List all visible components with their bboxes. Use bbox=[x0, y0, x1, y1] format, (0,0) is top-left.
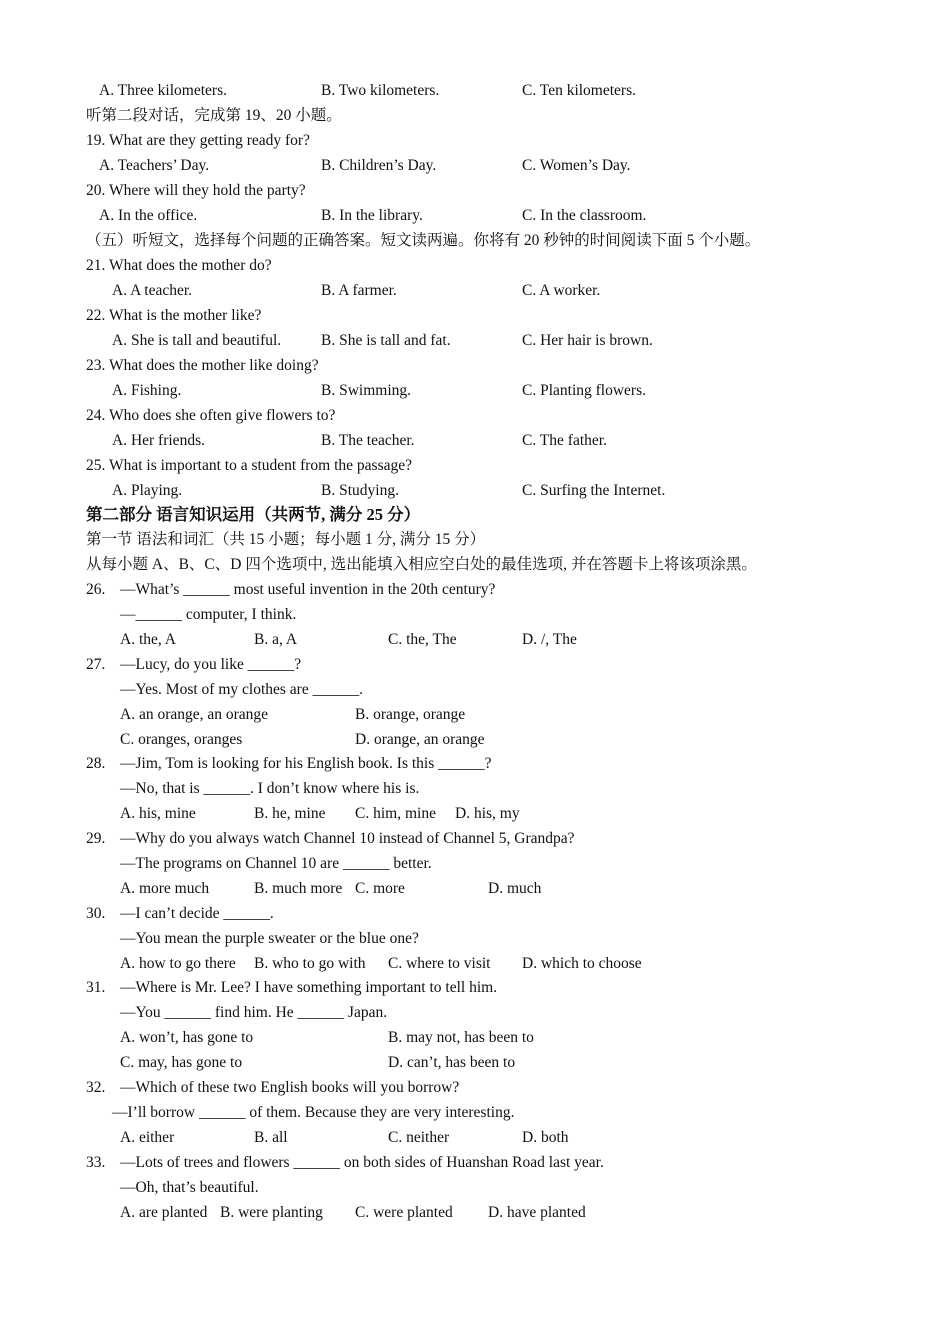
q25-stem: 25. What is important to a student from the passage? bbox=[86, 457, 412, 474]
q31-option-a: A. won’t, has gone to bbox=[120, 1029, 254, 1046]
q28-number: 28. bbox=[86, 755, 106, 772]
q26-line2: —______ computer, I think. bbox=[120, 606, 297, 623]
q21-option-c: C. A worker. bbox=[522, 282, 601, 299]
q32-option-d: D. both bbox=[522, 1129, 569, 1146]
q20-option-a: A. In the office. bbox=[99, 207, 198, 224]
q32-number: 32. bbox=[86, 1079, 106, 1096]
q28-option-b: B. he, mine bbox=[254, 805, 326, 822]
q20-option-b: B. In the library. bbox=[321, 207, 423, 224]
q27-line2: —Yes. Most of my clothes are ______. bbox=[120, 681, 363, 698]
q28-line1: —Jim, Tom is looking for his English book. Is this ______? bbox=[120, 755, 492, 772]
q25-option-b: B. Studying. bbox=[321, 482, 399, 499]
q32-option-c: C. neither bbox=[388, 1129, 450, 1146]
q21-option-a: A. A teacher. bbox=[112, 282, 193, 299]
q20-stem: 20. Where will they hold the party? bbox=[86, 182, 306, 199]
q29-option-c: C. more bbox=[355, 880, 405, 897]
q31-option-b: B. may not, has been to bbox=[388, 1029, 534, 1046]
q24-stem: 24. Who does she often give flowers to? bbox=[86, 407, 336, 424]
q32-line2: —I’ll borrow ______ of them. Because they are very interesting. bbox=[112, 1104, 515, 1121]
q27-option-a: A. an orange, an orange bbox=[120, 706, 269, 723]
q30-line2: —You mean the purple sweater or the blue one? bbox=[120, 930, 419, 947]
q22-option-c: C. Her hair is brown. bbox=[522, 332, 653, 349]
q21-stem: 21. What does the mother do? bbox=[86, 257, 272, 274]
q22-option-a: A. She is tall and beautiful. bbox=[112, 332, 282, 349]
q30-option-d: D. which to choose bbox=[522, 955, 642, 972]
section-5-instruction: （五）听短文，选择每个问题的正确答案。短文读两遍。你将有 20 秒钟的时间阅读下面 5 个小题。 bbox=[86, 232, 761, 249]
q28-option-a: A. his, mine bbox=[120, 805, 196, 822]
q27-line1: —Lucy, do you like ______? bbox=[120, 656, 302, 673]
q31-line2: —You ______ find him. He ______ Japan. bbox=[120, 1004, 388, 1021]
q30-option-a: A. how to go there bbox=[120, 955, 236, 972]
q32-option-b: B. all bbox=[254, 1129, 288, 1146]
q23-option-b: B. Swimming. bbox=[321, 382, 412, 399]
q24-option-c: C. The father. bbox=[522, 432, 607, 449]
q26-number: 26. bbox=[86, 581, 106, 598]
q31-option-c: C. may, has gone to bbox=[120, 1054, 243, 1071]
section1-title: 第一节 语法和词汇（共 15 小题；每小题 1 分, 满分 15 分） bbox=[86, 531, 486, 548]
q26-line1: —What’s ______ most useful invention in the 20th century? bbox=[120, 581, 496, 598]
q24-option-a: A. Her friends. bbox=[112, 432, 205, 449]
q20-option-c: C. In the classroom. bbox=[522, 207, 647, 224]
q30-option-b: B. who to go with bbox=[254, 955, 366, 972]
q32-option-a: A. either bbox=[120, 1129, 175, 1146]
q19-option-b: B. Children’s Day. bbox=[321, 157, 437, 174]
q28-option-c: C. him, mine bbox=[355, 805, 436, 822]
q30-option-c: C. where to visit bbox=[388, 955, 491, 972]
q29-line1: —Why do you always watch Channel 10 instead of Channel 5, Grandpa? bbox=[120, 830, 575, 847]
q22-stem: 22. What is the mother like? bbox=[86, 307, 262, 324]
q18-option-c: C. Ten kilometers. bbox=[522, 82, 637, 99]
q27-option-c: C. oranges, oranges bbox=[120, 731, 243, 748]
q18-option-b: B. Two kilometers. bbox=[321, 82, 440, 99]
q23-option-c: C. Planting flowers. bbox=[522, 382, 646, 399]
q28-line2: —No, that is ______. I don’t know where his is. bbox=[120, 780, 420, 797]
q27-number: 27. bbox=[86, 656, 106, 673]
q30-line1: —I can’t decide ______. bbox=[120, 905, 274, 922]
q33-line2: —Oh, that’s beautiful. bbox=[120, 1179, 259, 1196]
q29-option-d: D. much bbox=[488, 880, 542, 897]
q31-number: 31. bbox=[86, 979, 106, 996]
q29-line2: —The programs on Channel 10 are ______ better. bbox=[120, 855, 432, 872]
q29-option-a: A. more much bbox=[120, 880, 210, 897]
section1-instruction: 从每小题 A、B、C、D 四个选项中, 选出能填入相应空白处的最佳选项, 并在答题卡上将该项涂黑。 bbox=[86, 556, 757, 573]
q30-number: 30. bbox=[86, 905, 106, 922]
q33-number: 33. bbox=[86, 1154, 106, 1171]
q18-option-a: A. Three kilometers. bbox=[99, 82, 227, 99]
q33-option-b: B. were planting bbox=[220, 1204, 323, 1221]
q26-option-c: C. the, The bbox=[388, 631, 457, 648]
q32-line1: —Which of these two English books will you borrow? bbox=[120, 1079, 460, 1096]
section-instruction-2: 听第二段对话，完成第 19、20 小题。 bbox=[86, 107, 342, 124]
q25-option-a: A. Playing. bbox=[112, 482, 183, 499]
q33-line1: —Lots of trees and flowers ______ on both sides of Huanshan Road last year. bbox=[120, 1154, 604, 1171]
q22-option-b: B. She is tall and fat. bbox=[321, 332, 451, 349]
q27-option-b: B. orange, orange bbox=[355, 706, 466, 723]
q31-line1: —Where is Mr. Lee? I have something important to tell him. bbox=[120, 979, 498, 996]
q23-stem: 23. What does the mother like doing? bbox=[86, 357, 319, 374]
q29-number: 29. bbox=[86, 830, 106, 847]
q31-option-d: D. can’t, has been to bbox=[388, 1054, 516, 1071]
q29-option-b: B. much more bbox=[254, 880, 343, 897]
q26-option-a: A. the, A bbox=[120, 631, 176, 648]
q26-option-b: B. a, A bbox=[254, 631, 298, 648]
q24-option-b: B. The teacher. bbox=[321, 432, 415, 449]
q33-option-a: A. are planted bbox=[120, 1204, 208, 1221]
q19-option-c: C. Women’s Day. bbox=[522, 157, 631, 174]
q33-option-d: D. have planted bbox=[488, 1204, 586, 1221]
part2-title: 第二部分 语言知识运用（共两节, 满分 25 分） bbox=[86, 505, 421, 524]
q19-option-a: A. Teachers’ Day. bbox=[99, 157, 210, 174]
q23-option-a: A. Fishing. bbox=[112, 382, 182, 399]
q33-option-c: C. were planted bbox=[355, 1204, 453, 1221]
q19-stem: 19. What are they getting ready for? bbox=[86, 132, 310, 149]
q28-option-d: D. his, my bbox=[455, 805, 520, 822]
q25-option-c: C. Surfing the Internet. bbox=[522, 482, 666, 499]
q27-option-d: D. orange, an orange bbox=[355, 731, 485, 748]
q26-option-d: D. /, The bbox=[522, 631, 577, 648]
q21-option-b: B. A farmer. bbox=[321, 282, 397, 299]
